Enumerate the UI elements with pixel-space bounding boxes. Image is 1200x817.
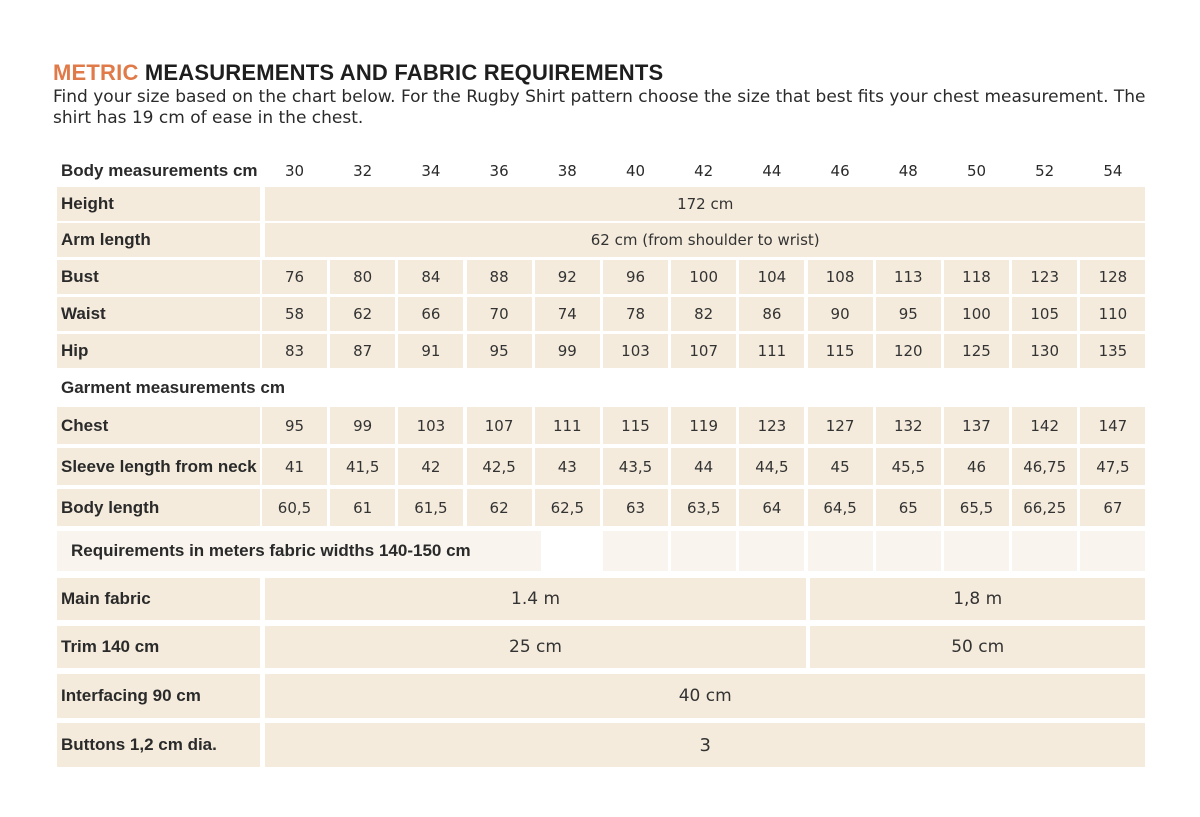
- blank-cell: [808, 531, 873, 571]
- table-cell: 61: [330, 489, 395, 526]
- table-cell: 135: [1080, 334, 1145, 368]
- table-cell: 62: [467, 489, 532, 526]
- table-cell: 132: [876, 407, 941, 444]
- interfacing-value: 40 cm: [265, 674, 1145, 718]
- table-cell: 100: [944, 297, 1009, 331]
- table-cell: 84: [398, 260, 463, 294]
- main-fabric-small: 1.4 m: [265, 578, 806, 620]
- title-rest: MEASUREMENTS AND FABRIC REQUIREMENTS: [138, 60, 664, 85]
- size-header: 54: [1103, 162, 1123, 180]
- main-fabric-large: 1,8 m: [810, 578, 1145, 620]
- table-cell: 67: [1080, 489, 1145, 526]
- table-cell: 107: [467, 407, 532, 444]
- table-cell: 42,5: [467, 448, 532, 485]
- trim-large: 50 cm: [810, 626, 1145, 668]
- table-cell: 104: [739, 260, 804, 294]
- table-cell: 107: [671, 334, 736, 368]
- size-header: 38: [557, 162, 577, 180]
- table-cell: 62,5: [535, 489, 600, 526]
- table-cell: 46,75: [1012, 448, 1077, 485]
- blank-cell: [671, 531, 736, 571]
- title-accent: METRIC: [53, 60, 139, 85]
- row-label: Arm length: [57, 223, 260, 257]
- table-cell: 123: [739, 407, 804, 444]
- table-cell: 111: [739, 334, 804, 368]
- table-cell: 92: [535, 260, 600, 294]
- table-cell: 82: [671, 297, 736, 331]
- table-cell: 44,5: [739, 448, 804, 485]
- row-label: Interfacing 90 cm: [57, 674, 260, 718]
- table-cell: 41: [262, 448, 327, 485]
- table-cell: 103: [398, 407, 463, 444]
- table-cell: 91: [398, 334, 463, 368]
- blank-cell: [1012, 531, 1077, 571]
- size-header: 48: [898, 162, 918, 180]
- row-label: Chest: [57, 407, 260, 444]
- trim-small: 25 cm: [265, 626, 806, 668]
- table-cell: 63: [603, 489, 668, 526]
- row-label: Buttons 1,2 cm dia.: [57, 723, 260, 767]
- table-cell: 118: [944, 260, 1009, 294]
- table-cell: 95: [262, 407, 327, 444]
- size-header: 32: [353, 162, 373, 180]
- blank-cell: [1080, 531, 1145, 571]
- table-cell: 83: [262, 334, 327, 368]
- size-header: 52: [1035, 162, 1055, 180]
- table-cell: 108: [808, 260, 873, 294]
- table-cell: 43,5: [603, 448, 668, 485]
- table-cell: 127: [808, 407, 873, 444]
- buttons-value: 3: [265, 723, 1145, 767]
- table-cell: 113: [876, 260, 941, 294]
- table-cell: 64,5: [808, 489, 873, 526]
- table-cell: 90: [808, 297, 873, 331]
- table-cell: 95: [876, 297, 941, 331]
- size-header: 44: [762, 162, 782, 180]
- table-cell: 66: [398, 297, 463, 331]
- table-cell: 63,5: [671, 489, 736, 526]
- size-header: 42: [694, 162, 714, 180]
- table-cell: 70: [467, 297, 532, 331]
- table-cell: 61,5: [398, 489, 463, 526]
- row-label: Waist: [57, 297, 260, 331]
- table-cell: 45: [808, 448, 873, 485]
- table-cell: 95: [467, 334, 532, 368]
- row-label: Trim 140 cm: [57, 626, 260, 668]
- table-cell: 110: [1080, 297, 1145, 331]
- page-title: [53, 60, 663, 86]
- table-cell: 78: [603, 297, 668, 331]
- table-cell: 74: [535, 297, 600, 331]
- table-cell: 103: [603, 334, 668, 368]
- table-cell: 99: [535, 334, 600, 368]
- table-cell: 137: [944, 407, 1009, 444]
- table-cell: 96: [603, 260, 668, 294]
- table-cell: 105: [1012, 297, 1077, 331]
- table-cell: 86: [739, 297, 804, 331]
- table-cell: 62: [330, 297, 395, 331]
- table-cell: 65,5: [944, 489, 1009, 526]
- table-cell: 147: [1080, 407, 1145, 444]
- table-cell: 115: [603, 407, 668, 444]
- table-cell: 58: [262, 297, 327, 331]
- table-cell: 119: [671, 407, 736, 444]
- size-header: 30: [284, 162, 305, 180]
- table-cell: 46: [944, 448, 1009, 485]
- table-cell: 111: [535, 407, 600, 444]
- table-cell: 128: [1080, 260, 1145, 294]
- table-cell: 88: [467, 260, 532, 294]
- table-cell: 66,25: [1012, 489, 1077, 526]
- requirements-header: Requirements in meters fabric widths 140-150 cm: [57, 531, 541, 571]
- row-label: Body length: [57, 489, 260, 526]
- table-cell: 130: [1012, 334, 1077, 368]
- table-cell: 99: [330, 407, 395, 444]
- size-header: 50: [966, 162, 987, 180]
- table-cell: 60,5: [262, 489, 327, 526]
- table-cell: 76: [262, 260, 327, 294]
- table-cell: 115: [808, 334, 873, 368]
- row-label: Main fabric: [57, 578, 260, 620]
- span-value: 172 cm: [265, 187, 1145, 221]
- size-header: 36: [489, 162, 509, 180]
- table-cell: 43: [535, 448, 600, 485]
- intro-text: Find your size based on the chart below. For the Rugby Shirt pattern choose the size that best fits your chest measurement. The shirt has 19 cm of ease in the chest.: [53, 87, 1146, 128]
- table-cell: 44: [671, 448, 736, 485]
- table-cell: 47,5: [1080, 448, 1145, 485]
- table-cell: 45,5: [876, 448, 941, 485]
- table-cell: 80: [330, 260, 395, 294]
- row-label: Height: [57, 187, 260, 221]
- row-label: Sleeve length from neck: [57, 448, 260, 485]
- table-cell: 123: [1012, 260, 1077, 294]
- size-header: 40: [625, 162, 646, 180]
- table-cell: 41,5: [330, 448, 395, 485]
- blank-cell: [944, 531, 1009, 571]
- table-cell: 100: [671, 260, 736, 294]
- table-cell: 120: [876, 334, 941, 368]
- row-label: Hip: [57, 334, 260, 368]
- blank-cell: [603, 531, 668, 571]
- table-cell: 65: [876, 489, 941, 526]
- blank-cell: [876, 531, 941, 571]
- row-label: Bust: [57, 260, 260, 294]
- table-cell: 64: [739, 489, 804, 526]
- table-cell: 125: [944, 334, 1009, 368]
- span-value: 62 cm (from shoulder to wrist): [265, 223, 1145, 257]
- size-header: 46: [830, 162, 850, 180]
- size-header: 34: [421, 162, 441, 180]
- table-cell: 42: [398, 448, 463, 485]
- blank-cell: [739, 531, 804, 571]
- table-cell: 87: [330, 334, 395, 368]
- garment-measurements-header: Garment measurements cm: [61, 378, 285, 397]
- body-measurements-header: Body measurements cm: [61, 161, 258, 180]
- table-cell: 142: [1012, 407, 1077, 444]
